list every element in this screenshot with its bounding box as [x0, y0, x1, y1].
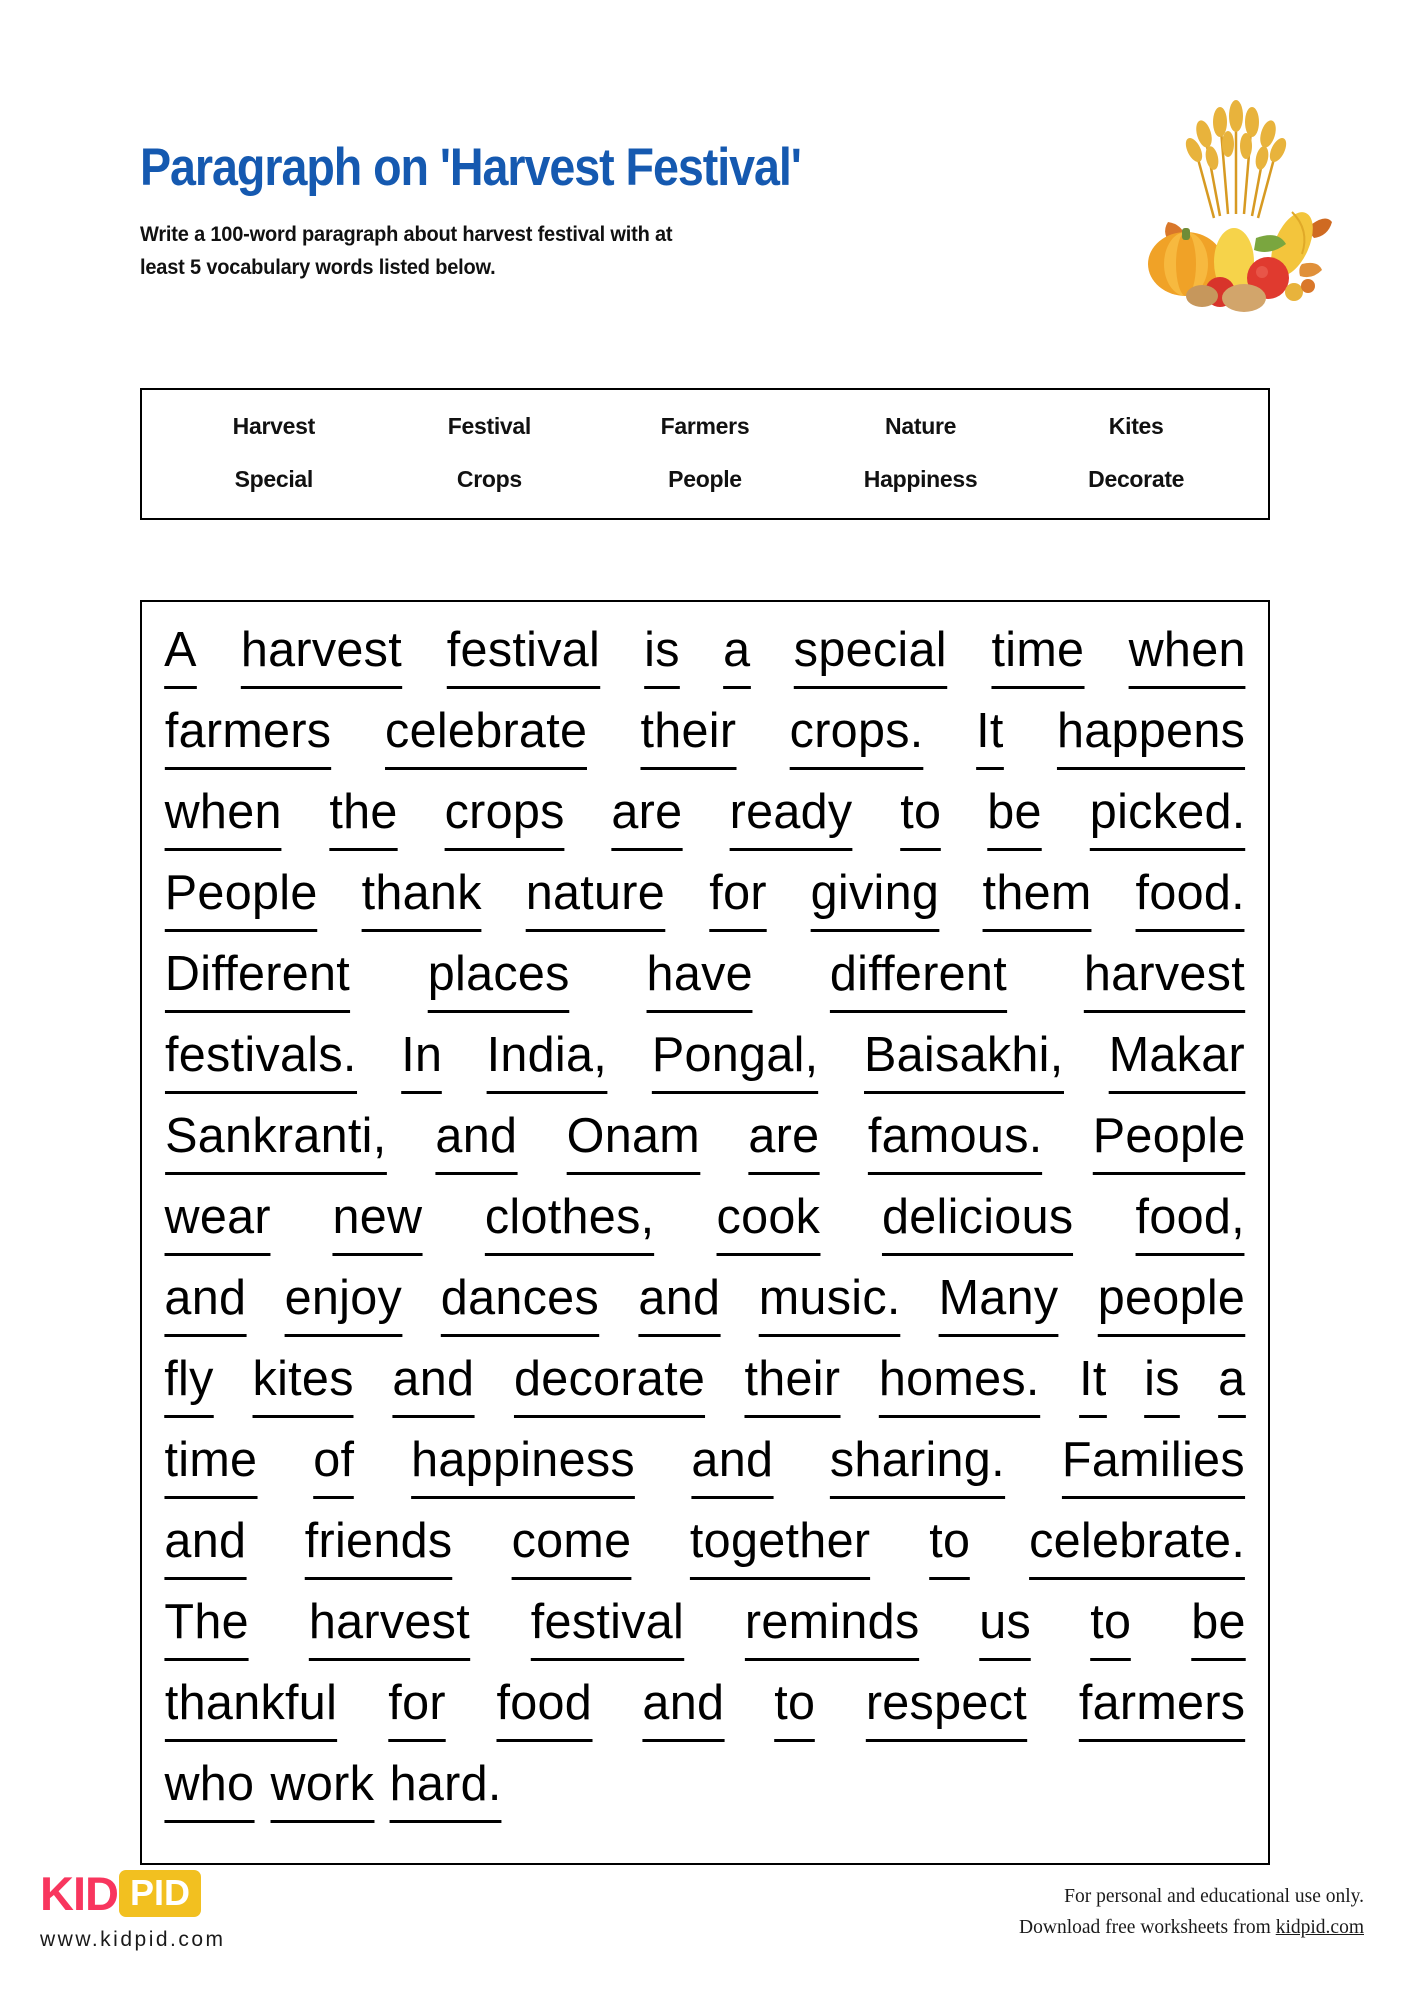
- answer-word: dances: [441, 1272, 599, 1337]
- answer-word: festival: [447, 624, 600, 689]
- vocabulary-word: Happiness: [863, 466, 978, 492]
- answer-word: crops.: [790, 705, 924, 770]
- logo-pid-badge: PID: [119, 1870, 201, 1917]
- answer-word: and: [692, 1434, 774, 1499]
- vocabulary-word: Special: [234, 466, 314, 492]
- answer-word: A: [164, 624, 197, 689]
- answer-line: [164, 1758, 1246, 1839]
- kidpid-logo: [40, 1866, 226, 1952]
- answer-word: be: [1191, 1596, 1246, 1661]
- answer-word: happens: [1057, 705, 1245, 770]
- answer-word: sharing.: [830, 1434, 1005, 1499]
- answer-word: for: [709, 867, 767, 932]
- answer-word: Pongal,: [652, 1029, 819, 1094]
- answer-word: famous.: [868, 1110, 1043, 1175]
- answer-word: cook: [716, 1191, 820, 1256]
- vocabulary-word: Nature: [885, 413, 957, 439]
- footer-note-line-1: For personal and educational use only.: [1064, 1885, 1364, 1907]
- answer-word: People: [1092, 1110, 1245, 1175]
- answer-word: enjoy: [285, 1272, 402, 1337]
- answer-word: when: [1128, 624, 1245, 689]
- answer-word: when: [165, 786, 282, 851]
- answer-word: have: [646, 948, 752, 1013]
- answer-word: and: [164, 1515, 246, 1580]
- answer-word: giving: [810, 867, 939, 932]
- answer-word: festivals.: [165, 1029, 357, 1094]
- answer-word: fly: [164, 1353, 213, 1418]
- answer-word: harvest: [1084, 948, 1245, 1013]
- answer-word: harvest: [241, 624, 402, 689]
- answer-word: to: [1091, 1596, 1132, 1661]
- worksheet-header: [140, 140, 1280, 284]
- answer-word: together: [690, 1515, 870, 1580]
- answer-word: and: [642, 1677, 724, 1742]
- answer-line: [164, 867, 1246, 948]
- logo-wordmark: [40, 1866, 226, 1920]
- answer-line: [164, 1596, 1246, 1677]
- answer-word: In: [401, 1029, 442, 1094]
- answer-line: [164, 948, 1246, 1029]
- answer-word: time: [164, 1434, 257, 1499]
- answer-word: to: [900, 786, 941, 851]
- vocabulary-word: Crops: [456, 466, 522, 492]
- answer-word: work: [270, 1758, 374, 1823]
- answer-line: [164, 1029, 1246, 1110]
- footer-note-line-2: [1019, 1912, 1364, 1944]
- answer-word: Baisakhi,: [864, 1029, 1064, 1094]
- answer-word: food,: [1136, 1191, 1245, 1256]
- answer-word: ready: [730, 786, 853, 851]
- vocabulary-word: Harvest: [232, 413, 315, 439]
- answer-word: Families: [1062, 1434, 1245, 1499]
- answer-word: and: [164, 1272, 246, 1337]
- answer-word: places: [427, 948, 569, 1013]
- answer-word: their: [744, 1353, 840, 1418]
- answer-word: Onam: [566, 1110, 699, 1175]
- answer-line: [164, 1515, 1246, 1596]
- answer-word: new: [333, 1191, 423, 1256]
- answer-word: People: [165, 867, 318, 932]
- answer-word: clothes,: [485, 1191, 655, 1256]
- answer-word: music.: [758, 1272, 900, 1337]
- answer-word: celebrate: [385, 705, 587, 770]
- vocabulary-word-box: [140, 388, 1270, 520]
- answer-word: Different: [165, 948, 350, 1013]
- answer-word: come: [511, 1515, 631, 1580]
- answer-word: harvest: [309, 1596, 470, 1661]
- answer-word: respect: [866, 1677, 1027, 1742]
- answer-word: friends: [305, 1515, 453, 1580]
- vocabulary-word: Kites: [1108, 413, 1164, 439]
- answer-line: [164, 705, 1246, 786]
- answer-word: who: [164, 1758, 254, 1823]
- answer-word: and: [392, 1353, 474, 1418]
- logo-website-url: www.kidpid.com: [40, 1928, 226, 1951]
- answer-word: time: [991, 624, 1084, 689]
- vocabulary-word: People: [668, 466, 742, 492]
- answer-word: the: [329, 786, 397, 851]
- answer-line: [164, 1272, 1246, 1353]
- answer-line: [164, 624, 1246, 705]
- answer-word: to: [929, 1515, 970, 1580]
- answer-word: The: [164, 1596, 248, 1661]
- harvest-cornucopia-illustration: [1116, 96, 1346, 316]
- answer-word: Sankranti,: [165, 1110, 386, 1175]
- answer-line: [164, 1353, 1246, 1434]
- answer-writing-box[interactable]: [140, 600, 1270, 1865]
- answer-word: celebrate.: [1029, 1515, 1245, 1580]
- answer-word: Makar: [1109, 1029, 1245, 1094]
- answer-word: India,: [487, 1029, 607, 1094]
- answer-word: them: [983, 867, 1092, 932]
- answer-word: is: [644, 624, 680, 689]
- vocabulary-word: Festival: [447, 413, 532, 439]
- vocabulary-word: Farmers: [660, 413, 750, 439]
- footer-note-prefix: Download free worksheets from: [1019, 1917, 1276, 1939]
- answer-line: [164, 1110, 1246, 1191]
- answer-word: food.: [1136, 867, 1245, 932]
- answer-word: farmers: [165, 705, 331, 770]
- answer-word: kites: [252, 1353, 353, 1418]
- vocabulary-row-1: [166, 413, 1244, 440]
- answer-word: It: [976, 705, 1004, 770]
- page-title: Paragraph on 'Harvest Festival': [140, 138, 801, 197]
- answer-word: for: [388, 1677, 446, 1742]
- vocabulary-word: Decorate: [1088, 466, 1185, 492]
- answer-word: are: [612, 786, 683, 851]
- kidpid-link[interactable]: kidpid.com: [1275, 1917, 1364, 1939]
- logo-kid-text: KID: [40, 1866, 118, 1920]
- answer-word: happiness: [411, 1434, 635, 1499]
- instruction-text: [140, 218, 1285, 285]
- answer-word: special: [794, 624, 947, 689]
- answer-word: thank: [362, 867, 482, 932]
- answer-word: us: [979, 1596, 1031, 1661]
- answer-line: [164, 1677, 1246, 1758]
- answer-word: crops: [444, 786, 564, 851]
- answer-word: nature: [526, 867, 665, 932]
- answer-word: different: [830, 948, 1007, 1013]
- answer-word: homes.: [879, 1353, 1040, 1418]
- answer-word: thankful: [165, 1677, 337, 1742]
- answer-word: reminds: [745, 1596, 920, 1661]
- answer-word: is: [1145, 1353, 1181, 1418]
- answer-word: hard.: [390, 1758, 502, 1823]
- footer-usage-note: [1019, 1881, 1364, 1944]
- answer-word: their: [641, 705, 737, 770]
- answer-word: picked.: [1089, 786, 1245, 851]
- answer-word: a: [723, 624, 750, 689]
- answer-word: festival: [531, 1596, 684, 1661]
- answer-word: to: [774, 1677, 815, 1742]
- answer-word: food: [496, 1677, 592, 1742]
- vocabulary-row-2: [166, 466, 1244, 493]
- answer-word: and: [638, 1272, 720, 1337]
- answer-word: of: [313, 1434, 354, 1499]
- instruction-line-2: least 5 vocabulary words listed below.: [140, 254, 496, 279]
- answer-word: and: [436, 1110, 518, 1175]
- answer-word: be: [988, 786, 1043, 851]
- answer-word: delicious: [882, 1191, 1073, 1256]
- answer-word: Many: [939, 1272, 1059, 1337]
- answer-word: farmers: [1079, 1677, 1245, 1742]
- answer-line: [164, 786, 1246, 867]
- instruction-line-1: Write a 100-word paragraph about harvest festival with at: [140, 221, 673, 246]
- answer-word: decorate: [514, 1353, 705, 1418]
- answer-line: [164, 1191, 1246, 1272]
- answer-line: [164, 1434, 1246, 1515]
- answer-word: are: [748, 1110, 819, 1175]
- answer-word: people: [1098, 1272, 1245, 1337]
- answer-word: It: [1079, 1353, 1107, 1418]
- answer-word: wear: [165, 1191, 271, 1256]
- answer-word: a: [1218, 1353, 1245, 1418]
